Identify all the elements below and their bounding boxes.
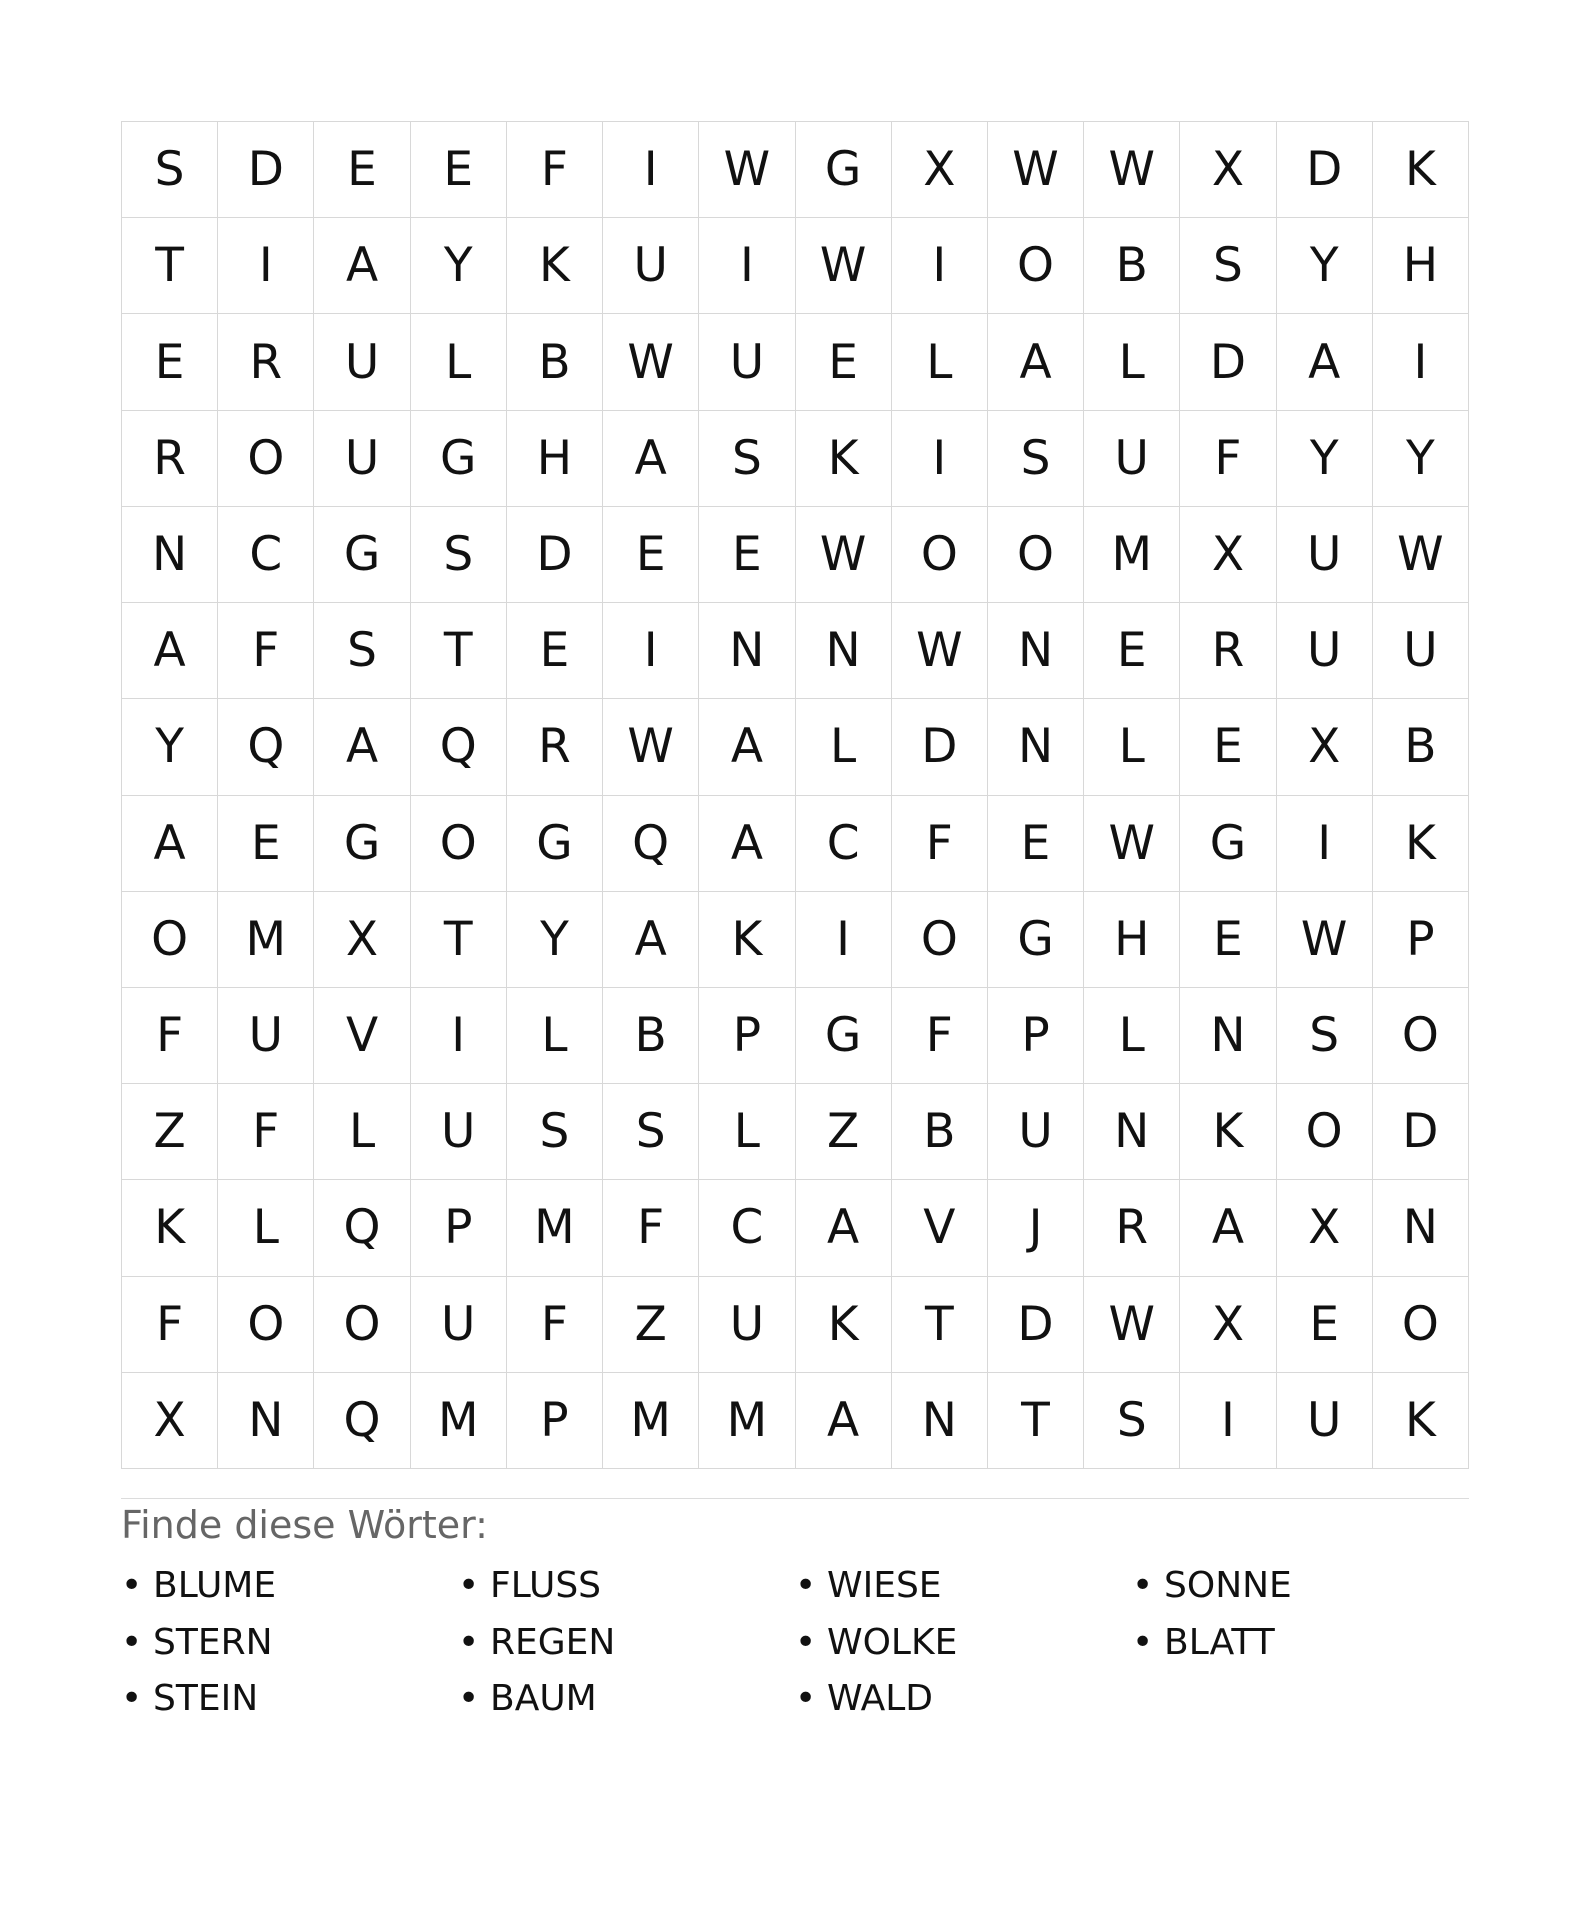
word-list-item: • WIESE — [795, 1558, 1132, 1615]
grid-cell[interactable]: N — [218, 1373, 314, 1469]
grid-cell[interactable]: E — [1180, 699, 1276, 795]
grid-cell[interactable]: G — [314, 796, 410, 892]
grid-cell[interactable]: I — [603, 603, 699, 699]
grid-cell[interactable]: Z — [603, 1277, 699, 1373]
word-list-item: • BLATT — [1132, 1615, 1469, 1672]
grid-cell[interactable]: L — [507, 988, 603, 1084]
grid-cell[interactable]: A — [1180, 1180, 1276, 1276]
grid-cell[interactable]: U — [411, 1277, 507, 1373]
word-list-item: • STEIN — [121, 1671, 458, 1728]
grid-cell[interactable]: G — [411, 411, 507, 507]
word-list-item: • FLUSS — [458, 1558, 795, 1615]
grid-cell[interactable]: O — [411, 796, 507, 892]
grid-cell[interactable]: U — [1373, 603, 1469, 699]
grid-cell[interactable]: E — [988, 796, 1084, 892]
grid-cell[interactable]: M — [218, 892, 314, 988]
grid-cell[interactable]: F — [507, 122, 603, 218]
grid-cell[interactable]: U — [411, 1084, 507, 1180]
grid-cell[interactable]: G — [796, 122, 892, 218]
grid-cell[interactable]: X — [1180, 1277, 1276, 1373]
grid-cell[interactable]: R — [1084, 1180, 1180, 1276]
grid-cell[interactable]: F — [603, 1180, 699, 1276]
grid-cell[interactable]: C — [796, 796, 892, 892]
grid-cell[interactable]: L — [796, 699, 892, 795]
grid-cell[interactable]: A — [796, 1373, 892, 1469]
grid-cell[interactable]: L — [314, 1084, 410, 1180]
grid-cell[interactable]: S — [122, 122, 218, 218]
grid-cell[interactable]: I — [1180, 1373, 1276, 1469]
grid-cell[interactable]: S — [699, 411, 795, 507]
grid-cell[interactable]: Z — [122, 1084, 218, 1180]
grid-cell[interactable]: Y — [411, 218, 507, 314]
grid-cell[interactable]: W — [892, 603, 988, 699]
word-list-item: • BLUME — [121, 1558, 458, 1615]
grid-cell[interactable]: T — [892, 1277, 988, 1373]
grid-cell[interactable]: Q — [411, 699, 507, 795]
grid-cell[interactable]: Q — [603, 796, 699, 892]
grid-cell[interactable]: D — [507, 507, 603, 603]
grid-cell[interactable]: S — [507, 1084, 603, 1180]
grid-cell[interactable]: M — [1084, 507, 1180, 603]
grid-cell[interactable]: S — [411, 507, 507, 603]
word-list-item: • SONNE — [1132, 1558, 1469, 1615]
grid-cell[interactable]: T — [122, 218, 218, 314]
word-list-item: • BAUM — [458, 1671, 795, 1728]
grid-cell[interactable]: W — [699, 122, 795, 218]
grid-cell[interactable]: I — [1277, 796, 1373, 892]
grid-cell[interactable]: N — [699, 603, 795, 699]
grid-cell[interactable]: U — [314, 411, 410, 507]
grid-cell[interactable]: O — [218, 1277, 314, 1373]
grid-cell[interactable]: N — [1180, 988, 1276, 1084]
grid-cell[interactable]: K — [122, 1180, 218, 1276]
grid-cell[interactable]: K — [1373, 122, 1469, 218]
grid-cell[interactable]: K — [507, 218, 603, 314]
grid-cell[interactable]: K — [1373, 796, 1469, 892]
grid-cell[interactable]: A — [314, 699, 410, 795]
grid-cell[interactable]: N — [1373, 1180, 1469, 1276]
grid-cell[interactable]: U — [218, 988, 314, 1084]
grid-cell[interactable]: P — [699, 988, 795, 1084]
grid-cell[interactable]: W — [1277, 892, 1373, 988]
grid-cell[interactable]: B — [892, 1084, 988, 1180]
word-list-item: • WOLKE — [795, 1615, 1132, 1672]
grid-cell[interactable]: E — [796, 314, 892, 410]
grid-cell[interactable]: L — [699, 1084, 795, 1180]
grid-cell[interactable]: D — [1277, 122, 1373, 218]
grid-cell[interactable]: F — [122, 1277, 218, 1373]
grid-cell[interactable]: M — [603, 1373, 699, 1469]
grid-cell[interactable]: Q — [314, 1373, 410, 1469]
grid-cell[interactable]: L — [1084, 988, 1180, 1084]
grid-cell[interactable]: S — [1277, 988, 1373, 1084]
word-list-item: • WALD — [795, 1671, 1132, 1728]
grid-cell[interactable]: B — [507, 314, 603, 410]
grid-cell[interactable]: I — [796, 892, 892, 988]
grid-cell[interactable]: L — [1084, 314, 1180, 410]
grid-cell[interactable]: W — [1084, 122, 1180, 218]
grid-cell[interactable]: Y — [1277, 411, 1373, 507]
word-list-item: • REGEN — [458, 1615, 795, 1672]
grid-cell[interactable]: P — [507, 1373, 603, 1469]
grid-cell[interactable]: X — [892, 122, 988, 218]
grid-cell[interactable]: T — [411, 603, 507, 699]
grid-cell[interactable]: U — [1084, 411, 1180, 507]
grid-cell[interactable]: M — [699, 1373, 795, 1469]
grid-cell[interactable]: D — [892, 699, 988, 795]
grid-cell[interactable]: Y — [1277, 218, 1373, 314]
grid-cell[interactable]: X — [1180, 507, 1276, 603]
grid-cell[interactable]: O — [988, 218, 1084, 314]
grid-cell[interactable]: K — [796, 1277, 892, 1373]
grid-cell[interactable]: E — [314, 122, 410, 218]
grid-cell[interactable]: I — [1373, 314, 1469, 410]
grid-cell[interactable]: N — [892, 1373, 988, 1469]
grid-cell[interactable]: Q — [218, 699, 314, 795]
grid-cell[interactable]: W — [796, 218, 892, 314]
grid-cell[interactable]: A — [699, 699, 795, 795]
grid-cell[interactable]: K — [1180, 1084, 1276, 1180]
grid-cell[interactable]: U — [603, 218, 699, 314]
grid-cell[interactable]: F — [122, 988, 218, 1084]
grid-cell[interactable]: X — [1180, 122, 1276, 218]
grid-cell[interactable]: E — [1084, 603, 1180, 699]
grid-cell[interactable]: Q — [314, 1180, 410, 1276]
grid-cell[interactable]: S — [314, 603, 410, 699]
grid-cell[interactable]: L — [892, 314, 988, 410]
grid-cell[interactable]: E — [699, 507, 795, 603]
grid-cell[interactable]: M — [507, 1180, 603, 1276]
grid-cell[interactable]: P — [411, 1180, 507, 1276]
grid-cell[interactable]: F — [218, 603, 314, 699]
grid-cell[interactable]: U — [314, 314, 410, 410]
grid-cell[interactable]: F — [892, 796, 988, 892]
grid-cell[interactable]: I — [699, 218, 795, 314]
grid-cell[interactable]: E — [122, 314, 218, 410]
grid-cell[interactable]: I — [892, 218, 988, 314]
grid-cell[interactable]: L — [411, 314, 507, 410]
grid-cell[interactable]: L — [1084, 699, 1180, 795]
grid-cell[interactable]: W — [603, 699, 699, 795]
grid-cell[interactable]: X — [314, 892, 410, 988]
grid-cell[interactable]: X — [1277, 699, 1373, 795]
grid-cell[interactable]: I — [892, 411, 988, 507]
grid-cell[interactable]: N — [796, 603, 892, 699]
grid-cell[interactable]: O — [892, 507, 988, 603]
grid-cell[interactable]: R — [218, 314, 314, 410]
grid-cell[interactable]: A — [796, 1180, 892, 1276]
grid-cell[interactable]: Z — [796, 1084, 892, 1180]
grid-cell[interactable]: E — [603, 507, 699, 603]
grid-cell[interactable]: S — [1084, 1373, 1180, 1469]
grid-cell[interactable]: S — [1180, 218, 1276, 314]
grid-cell[interactable]: X — [1277, 1180, 1373, 1276]
grid-cell[interactable]: W — [1373, 507, 1469, 603]
grid-cell[interactable]: O — [314, 1277, 410, 1373]
grid-cell[interactable]: O — [1373, 1277, 1469, 1373]
grid-cell[interactable]: P — [988, 988, 1084, 1084]
grid-cell[interactable]: T — [411, 892, 507, 988]
grid-cell[interactable]: I — [411, 988, 507, 1084]
divider — [121, 1498, 1469, 1499]
grid-cell[interactable]: E — [1180, 892, 1276, 988]
grid-cell[interactable]: U — [699, 314, 795, 410]
grid-cell[interactable]: G — [507, 796, 603, 892]
word-list-item: • STERN — [121, 1615, 458, 1672]
grid-cell[interactable]: A — [1277, 314, 1373, 410]
grid-cell[interactable]: W — [1084, 796, 1180, 892]
grid-cell[interactable]: D — [218, 122, 314, 218]
word-list — [121, 1558, 1469, 1728]
grid-cell[interactable]: R — [507, 699, 603, 795]
grid-cell[interactable]: I — [603, 122, 699, 218]
grid-cell[interactable]: D — [988, 1277, 1084, 1373]
grid-cell[interactable]: D — [1373, 1084, 1469, 1180]
grid-cell[interactable]: E — [218, 796, 314, 892]
grid-cell[interactable]: W — [1084, 1277, 1180, 1373]
grid-cell[interactable]: F — [1180, 411, 1276, 507]
word-list-heading: Finde diese Wörter: — [121, 1503, 488, 1547]
grid-cell[interactable]: B — [1084, 218, 1180, 314]
grid-cell[interactable]: Y — [1373, 411, 1469, 507]
grid-cell[interactable]: U — [1277, 507, 1373, 603]
grid-cell[interactable]: C — [699, 1180, 795, 1276]
grid-cell[interactable]: A — [122, 796, 218, 892]
grid-cell[interactable]: T — [988, 1373, 1084, 1469]
grid-cell[interactable]: E — [507, 603, 603, 699]
grid-cell[interactable]: Y — [507, 892, 603, 988]
grid-cell[interactable]: H — [1084, 892, 1180, 988]
grid-cell[interactable]: A — [314, 218, 410, 314]
grid-cell[interactable]: U — [699, 1277, 795, 1373]
grid-cell[interactable]: F — [507, 1277, 603, 1373]
grid-cell[interactable]: O — [892, 892, 988, 988]
grid-cell[interactable]: K — [796, 411, 892, 507]
grid-cell[interactable]: R — [1180, 603, 1276, 699]
grid-cell[interactable]: X — [122, 1373, 218, 1469]
grid-cell[interactable]: N — [988, 699, 1084, 795]
grid-cell[interactable]: H — [1373, 218, 1469, 314]
grid-cell[interactable]: M — [411, 1373, 507, 1469]
grid-cell[interactable]: N — [988, 603, 1084, 699]
grid-cell[interactable]: C — [218, 507, 314, 603]
word-search-grid — [121, 121, 1469, 1469]
grid-cell[interactable]: P — [1373, 892, 1469, 988]
grid-cell[interactable]: Y — [122, 699, 218, 795]
grid-cell[interactable]: A — [603, 892, 699, 988]
grid-cell[interactable]: F — [892, 988, 988, 1084]
grid-cell[interactable]: A — [603, 411, 699, 507]
grid-cell[interactable]: U — [1277, 603, 1373, 699]
grid-cell[interactable]: V — [314, 988, 410, 1084]
grid-cell[interactable]: G — [796, 988, 892, 1084]
grid-cell[interactable]: O — [1373, 988, 1469, 1084]
grid-cell[interactable]: D — [1180, 314, 1276, 410]
grid-cell[interactable]: F — [218, 1084, 314, 1180]
grid-cell[interactable]: W — [603, 314, 699, 410]
grid-cell[interactable]: B — [603, 988, 699, 1084]
grid-cell[interactable]: A — [699, 796, 795, 892]
grid-cell[interactable]: E — [411, 122, 507, 218]
grid-cell[interactable]: W — [796, 507, 892, 603]
grid-cell[interactable]: L — [218, 1180, 314, 1276]
grid-cell[interactable]: H — [507, 411, 603, 507]
grid-cell[interactable]: G — [1180, 796, 1276, 892]
grid-cell[interactable]: R — [122, 411, 218, 507]
grid-cell[interactable]: N — [122, 507, 218, 603]
grid-cell[interactable]: O — [988, 507, 1084, 603]
grid-cell[interactable]: G — [988, 892, 1084, 988]
grid-cell[interactable]: I — [218, 218, 314, 314]
grid-cell[interactable]: O — [218, 411, 314, 507]
grid-cell[interactable]: S — [603, 1084, 699, 1180]
grid-cell[interactable]: A — [988, 314, 1084, 410]
grid-cell[interactable]: V — [892, 1180, 988, 1276]
grid-cell[interactable]: W — [988, 122, 1084, 218]
grid-cell[interactable]: O — [1277, 1084, 1373, 1180]
grid-cell[interactable]: G — [314, 507, 410, 603]
grid-cell[interactable]: J — [988, 1180, 1084, 1276]
grid-cell[interactable]: U — [988, 1084, 1084, 1180]
grid-cell[interactable]: O — [122, 892, 218, 988]
grid-cell[interactable]: U — [1277, 1373, 1373, 1469]
grid-cell[interactable]: A — [122, 603, 218, 699]
grid-cell[interactable]: S — [988, 411, 1084, 507]
grid-cell[interactable]: E — [1277, 1277, 1373, 1373]
grid-cell[interactable]: N — [1084, 1084, 1180, 1180]
grid-cell[interactable]: K — [699, 892, 795, 988]
grid-cell[interactable]: K — [1373, 1373, 1469, 1469]
grid-cell[interactable]: B — [1373, 699, 1469, 795]
